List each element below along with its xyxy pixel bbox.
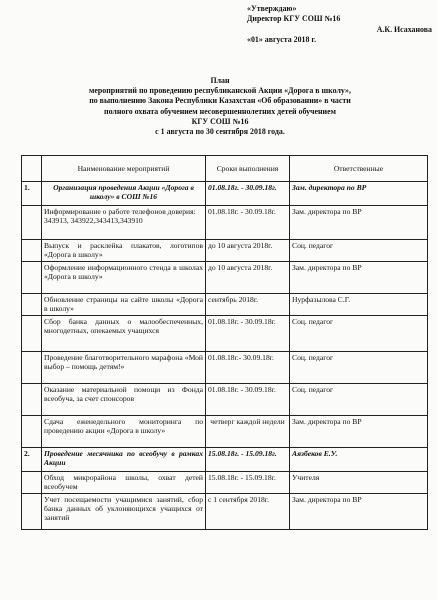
row-name: Сбор банка данных о малообеспеченных, многодетных, опекаемых учащихся [42,316,206,352]
row-name: Проведение месячника по всеобучу в рамках Акции [42,448,206,472]
row-dates: 01.08.18г. - 30.09.18г. [206,384,290,416]
row-name: Оформление информационного стенда в школах «Дорога в школу» [42,262,206,294]
table-row [22,416,428,448]
row-dates: 15.08.18г. - 15.09.18г. [206,448,290,472]
approval-line: «Утверждаю» [247,4,297,13]
row-name: Информирование о работе телефонов доверия: 343913, 343922,343413,343910 [42,206,206,240]
row-responsible: Зам. директора по ВР [290,494,428,530]
row-responsible: Учителя [290,472,428,494]
row-name: Организация проведения Акции «Дорога в школу» в СОШ №16 [42,182,206,206]
title-line-4: полного охвата обучением несовершеннолетних детей обучением [104,106,336,116]
row-dates: 01.08.18г. - 30.09.18г. [206,182,290,206]
row-responsible: Зам. директора по ВР [290,182,428,206]
approval-stamp [247,4,432,46]
row-number [22,472,42,494]
table-row [22,494,428,530]
table-row [22,294,428,316]
title-line-5: КГУ СОШ №16 [191,116,249,126]
row-name: Проведение благотворительного марафона «Мой выбор – помощь детям!» [42,352,206,384]
row-dates: с 1 сентября 2018г. [206,494,290,530]
row-name: Обход микрорайона школы, охват детей всеобучем [42,472,206,494]
table-row [22,384,428,416]
row-responsible: Зам. директора по ВР [290,262,428,294]
table-row [22,316,428,352]
row-number: 2. [22,448,42,472]
row-responsible: Нурфазылова С.Г. [290,294,428,316]
header-number [22,156,42,182]
row-responsible: Зам. директора по ВР [290,416,428,448]
row-responsible: Соц. педагог [290,352,428,384]
approval-signature-line [247,25,432,35]
table-row [22,262,428,294]
approval-director-name: А.К. Исаханова [376,24,432,34]
row-number [22,384,42,416]
row-dates: до 10 августа 2018г. [206,240,290,262]
table-row [22,206,428,240]
row-number [22,316,42,352]
title-line-2: мероприятий по проведению республиканской Акции «Дорога в школу», [89,86,351,96]
table-row [22,472,428,494]
signature-blank [255,25,313,35]
row-name: Обновление страницы на сайте школы «Дорога в школу» [42,294,206,316]
title-line-6: с 1 августа по 30 сентября 2018 года. [155,127,285,137]
row-responsible: Соц. педагог [290,316,428,352]
row-name: Сдача еженедельного мониторинга по проведению акции «Дорога в школу» [42,416,206,448]
row-number [22,294,42,316]
row-responsible: Аязбеков Е.У. [290,448,428,472]
table-row [22,182,428,206]
row-name: Выпуск и расклейка плакатов, логотипов «Дорога в школу» [42,240,206,262]
title-line-1: План [210,76,230,85]
header-dates: Сроки выполнения [206,156,290,182]
row-dates: 01.08.18г. - 30.09.18г. [206,206,290,240]
row-number: 1. [22,182,42,206]
row-number [22,494,42,530]
row-dates: 01.08.18г.- 30.09.18г. [206,352,290,384]
title-line-3: по выполнению Закона Республики Казахстан «Об образовании» в части [89,96,351,106]
header-responsible: Ответственные [290,156,428,182]
header-name: Наименование мероприятий [42,156,206,182]
row-number [22,352,42,384]
row-dates: сентябрь 2018г. [206,294,290,316]
row-responsible: Соц. педагог [290,240,428,262]
row-number [22,206,42,240]
row-dates: 15.08.18г. - 15.09.18г. [206,472,290,494]
events-table [21,155,428,530]
row-dates: 01.08.18г. - 30.09.18г. [206,316,290,352]
row-number [22,240,42,262]
table-row [22,240,428,262]
table-header-row [22,156,428,182]
approval-director-line: Директор КГУ СОШ №16 [247,14,341,24]
row-name: Учет посещаемости учащимися занятий, сбор банка данных об уклоняющихся учащихся от занятий [42,494,206,530]
row-dates: четверг каждой недели [206,416,290,448]
row-number [22,416,42,448]
approval-date: «01» августа 2018 г. [247,35,317,45]
table-row [22,352,428,384]
row-number [22,262,42,294]
document-title [20,76,420,137]
row-responsible: Соц. педагог [290,384,428,416]
row-dates: до 10 августа 2018г. [206,262,290,294]
row-responsible: Зам. директора по ВР [290,206,428,240]
table-row [22,448,428,472]
row-name: Оказание материальной помощи из Фонда всеобуча, за счет спонсоров [42,384,206,416]
